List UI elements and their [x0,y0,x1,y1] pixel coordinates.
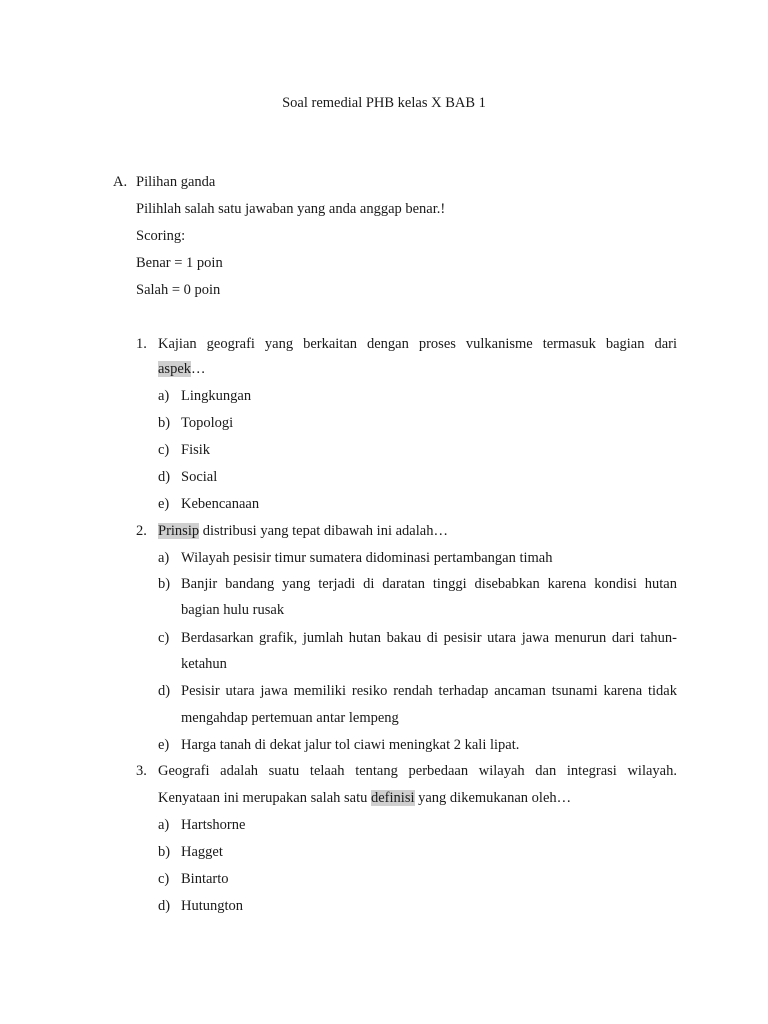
question-number: 2. [136,523,147,539]
instruction-text: Pilihlah salah satu jawaban yang anda anggap benar.! [136,201,446,217]
option-text-cont: bagian hulu rusak [181,602,285,618]
option-text: Topologi [181,415,234,431]
option-text: Kebencanaan [181,496,260,512]
question-number: 1. [136,336,147,352]
option-text: Pesisir utara jawa memiliki resiko rendah terhadap ancaman tsunami karena tidak [181,683,677,699]
option-text: Hagget [181,844,223,860]
option-letter: e) [158,496,170,512]
option-text: Harga tanah di dekat jalur tol ciawi meningkat 2 kali lipat. [181,737,520,753]
scoring-label: Scoring: [136,228,186,244]
option-letter: d) [158,683,171,699]
option-letter: b) [158,576,171,592]
option-letter: c) [158,871,170,887]
page-title: Soal remedial PHB kelas X BAB 1 [282,95,486,111]
option-text: Fisik [181,442,211,458]
option-letter: b) [158,415,171,431]
section-heading: Pilihan ganda [136,174,216,190]
question-3-text: Geografi adalah suatu telaah tentang perbedaan wilayah dan integrasi wilayah. [158,763,677,779]
highlight: definisi [371,790,415,806]
option-letter: d) [158,898,171,914]
option-text: Social [181,469,218,485]
option-text: Lingkungan [181,388,252,404]
section-marker: A. [113,174,128,190]
option-text: Banjir bandang yang terjadi di daratan tinggi disebabkan karena kondisi hutan [181,576,677,592]
scoring-benar: Benar = 1 poin [136,255,223,271]
option-text: Wilayah pesisir timur sumatera didominasi pertambangan timah [181,550,553,566]
option-text: Bintarto [181,871,229,887]
option-text: Berdasarkan grafik, jumlah hutan bakau di pesisir utara jawa menurun dari tahun- [181,630,677,646]
question-3-text-cont: Kenyataan ini merupakan salah satu definisi yang dikemukanan oleh… [158,790,572,806]
question-2-text: Prinsip distribusi yang tepat dibawah ini adalah… [158,523,448,539]
option-letter: a) [158,817,170,833]
option-text-cont: mengahdap pertemuan antar lempeng [181,710,399,726]
option-letter: b) [158,844,171,860]
option-text: Hartshorne [181,817,246,833]
option-letter: e) [158,737,170,753]
option-letter: a) [158,388,170,404]
highlight: Prinsip [158,523,200,539]
option-letter: d) [158,469,171,485]
option-letter: c) [158,630,170,646]
option-letter: c) [158,442,170,458]
question-number: 3. [136,763,147,779]
question-1-text: Kajian geografi yang berkaitan dengan proses vulkanisme termasuk bagian dari [158,336,677,352]
question-1-text-cont: aspek… [158,361,206,377]
option-text: Hutungton [181,898,244,914]
option-text-cont: ketahun [181,656,227,672]
option-letter: a) [158,550,170,566]
scoring-salah: Salah = 0 poin [136,282,221,298]
highlight: aspek [158,361,192,377]
